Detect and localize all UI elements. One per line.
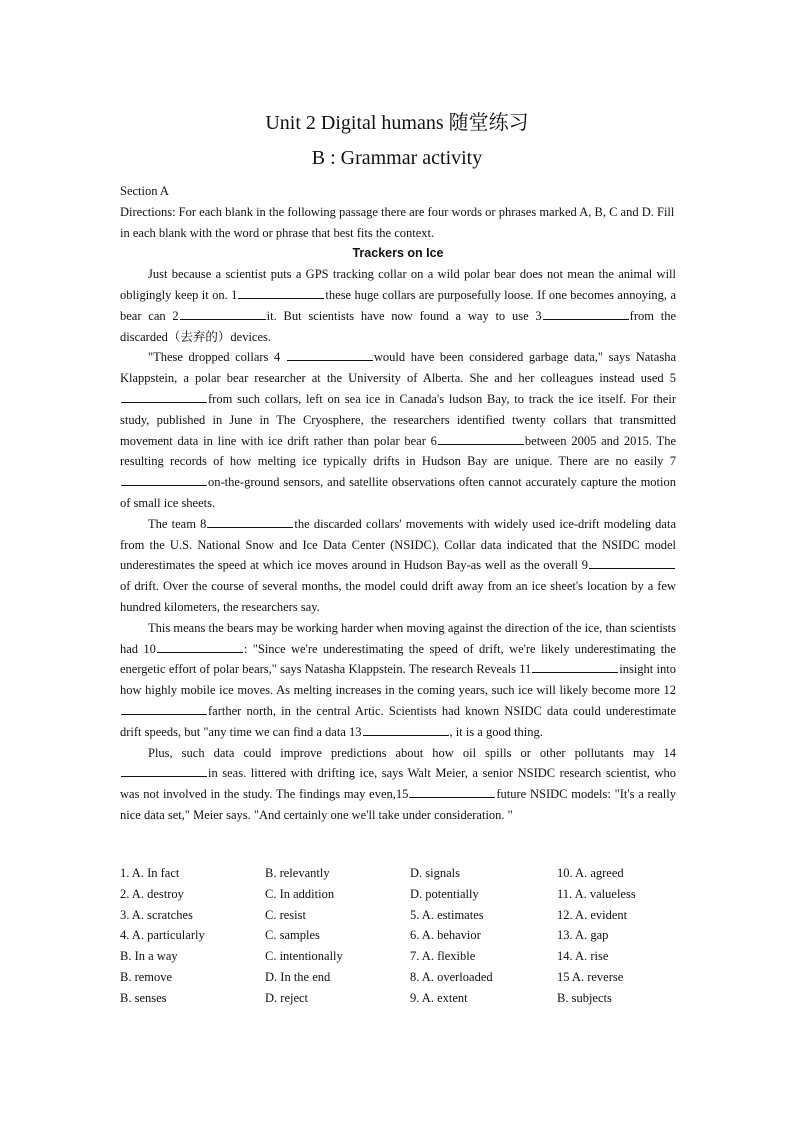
text-run: from such collars, left on sea ice in Canada's ludson Bay, to track the ice itself. For their study, published in June in The Cryosphere, the researchers identified twenty collars that transmitted movement data in line with ice drift rather than polar bear 6 xyxy=(120,391,676,448)
answer-blank-8[interactable] xyxy=(207,514,293,528)
directions-text: Directions: For each blank in the following passage there are four words or phrases marked A, B, C and D. Fill in each blank with the word or phrase that best fits the context. xyxy=(120,204,675,240)
page-title: Unit 2 Digital humans 随堂练习 xyxy=(265,112,529,134)
option-item: B. In a way xyxy=(120,949,178,964)
text-run: Plus, such data could improve predictions about how oil spills or other pollutants may 14 xyxy=(148,745,676,760)
answer-blank-10[interactable] xyxy=(157,639,243,653)
option-item: 6. A. behavior xyxy=(410,928,481,943)
option-item: 14. A. rise xyxy=(557,949,609,964)
option-item: 7. A. flexible xyxy=(410,949,476,964)
option-item: 1. A. In fact xyxy=(120,866,180,880)
text-run: , it is a good thing. xyxy=(449,724,543,739)
answer-blank-9[interactable] xyxy=(589,555,675,569)
option-item: 10. A. agreed xyxy=(557,866,624,880)
answer-blank-1[interactable] xyxy=(238,285,324,299)
answer-blank-11[interactable] xyxy=(532,659,618,673)
text-run: The team 8 xyxy=(148,516,207,531)
option-item: B. senses xyxy=(120,990,167,1005)
text-run: insight into how highly mobile ice moves. As melting increases in the coming years, such ice will likely become more 12 xyxy=(120,662,676,698)
answer-blank-14[interactable] xyxy=(121,763,207,777)
option-item: B. subjects xyxy=(557,990,612,1005)
text-run: Just because a scientist puts a GPS tracking collar on a wild polar bear does not mean the animal will obligingly keep it on. 1 xyxy=(120,267,676,302)
paragraph-3 xyxy=(120,514,676,618)
paragraph-1 xyxy=(120,264,676,347)
text-run: of drift. Over the course of several months, the model could drift away from an ice sheet's location by a few hundred kilometers, the researchers say. xyxy=(120,579,676,614)
option-item: 8. A. overloaded xyxy=(410,969,493,984)
option-item: D. In the end xyxy=(265,969,331,984)
option-item: D. signals xyxy=(410,866,460,880)
option-item: D. reject xyxy=(265,990,309,1005)
option-item: 9. A. extent xyxy=(410,990,468,1005)
option-item: C. resist xyxy=(265,907,306,922)
answer-blank-2[interactable] xyxy=(180,306,266,320)
passage-body xyxy=(120,181,676,826)
option-item: B. relevantly xyxy=(265,866,330,880)
text-run: in seas. littered with drifting ice, says Walt Meier, a senior NSIDC research scientist, who was not involved in the study. The findings may even,15 xyxy=(120,766,676,802)
answer-blank-5[interactable] xyxy=(121,389,207,403)
option-item: C. intentionally xyxy=(265,949,343,964)
answer-blank-13[interactable] xyxy=(363,722,449,736)
option-item: 15 A. reverse xyxy=(557,969,624,984)
text-run: on-the-ground sensors, and satellite observations often cannot accurately capture the motion of small ice sheets. xyxy=(120,475,676,510)
text-run: "These dropped collars 4 xyxy=(148,350,286,365)
option-item: D. potentially xyxy=(410,886,479,901)
paragraph-4 xyxy=(120,618,676,743)
option-item: 11. A. valueless xyxy=(557,886,636,901)
passage-title: Trackers on Ice xyxy=(352,246,444,261)
answer-blank-4[interactable] xyxy=(287,347,373,361)
text-run: the discarded collars' movements with widely used ice-drift modeling data from the U.S. National Snow and Ice Data Center (NSIDC). Collar data indicated that the NSIDC model underestimates the speed at which ice moves around in Hudson Bay-as well as the overall 9 xyxy=(120,516,677,573)
option-item: 4. A. particularly xyxy=(120,928,205,943)
option-item: 13. A. gap xyxy=(557,928,609,943)
text-run: future NSIDC models: "It's a really nice data set," Meier says. "And certainly one we'll take under consideration. " xyxy=(120,787,676,822)
answer-blank-12[interactable] xyxy=(121,701,207,715)
paragraph-2 xyxy=(120,347,676,513)
text-run: would have been considered garbage data," says Natasha Klappstein, a polar bear researcher at the University of Alberta. She and her colleagues instead used 5 xyxy=(120,350,676,386)
options-grid xyxy=(120,866,700,1012)
text-run: farther north, in the central Artic. Scientists had known NSIDC data could underestimate drift speeds, but "any time we can find a data 13 xyxy=(120,703,676,739)
text-run: This means the bears may be working harder when moving against the direction of the ice, than scientists had 10 xyxy=(120,620,676,656)
answer-blank-6[interactable] xyxy=(438,431,524,445)
option-item: 12. A. evident xyxy=(557,907,628,922)
option-item: 5. A. estimates xyxy=(410,907,484,922)
option-item: 3. A. scratches xyxy=(120,907,193,922)
option-item: 2. A. destroy xyxy=(120,886,184,901)
text-run: it. But scientists have now found a way to use 3 xyxy=(266,308,542,323)
text-run: : "Since we're underestimating the speed of drift, we're likely underestimating the energetic effort of polar bears," says Natasha Klappstein. The research Reveals 11 xyxy=(120,641,676,677)
paragraph-5 xyxy=(120,743,676,826)
option-item: C. In addition xyxy=(265,886,335,901)
text-run: from the discarded（去弃的）devices. xyxy=(120,308,676,344)
option-item: C. samples xyxy=(265,928,320,943)
answer-blank-15[interactable] xyxy=(409,784,495,798)
page-subtitle: B : Grammar activity xyxy=(311,147,483,169)
text-run: these huge collars are purposefully loose. If one becomes annoying, a bear can 2 xyxy=(120,287,676,323)
option-item: B. remove xyxy=(120,969,173,984)
answer-blank-3[interactable] xyxy=(543,306,629,320)
section-label: Section A xyxy=(120,184,169,198)
text-run: between 2005 and 2015. The resulting records of how melting ice typically drifts in Hudson Bay are unique. There are no easily 7 xyxy=(120,433,676,469)
answer-blank-7[interactable] xyxy=(121,472,207,486)
